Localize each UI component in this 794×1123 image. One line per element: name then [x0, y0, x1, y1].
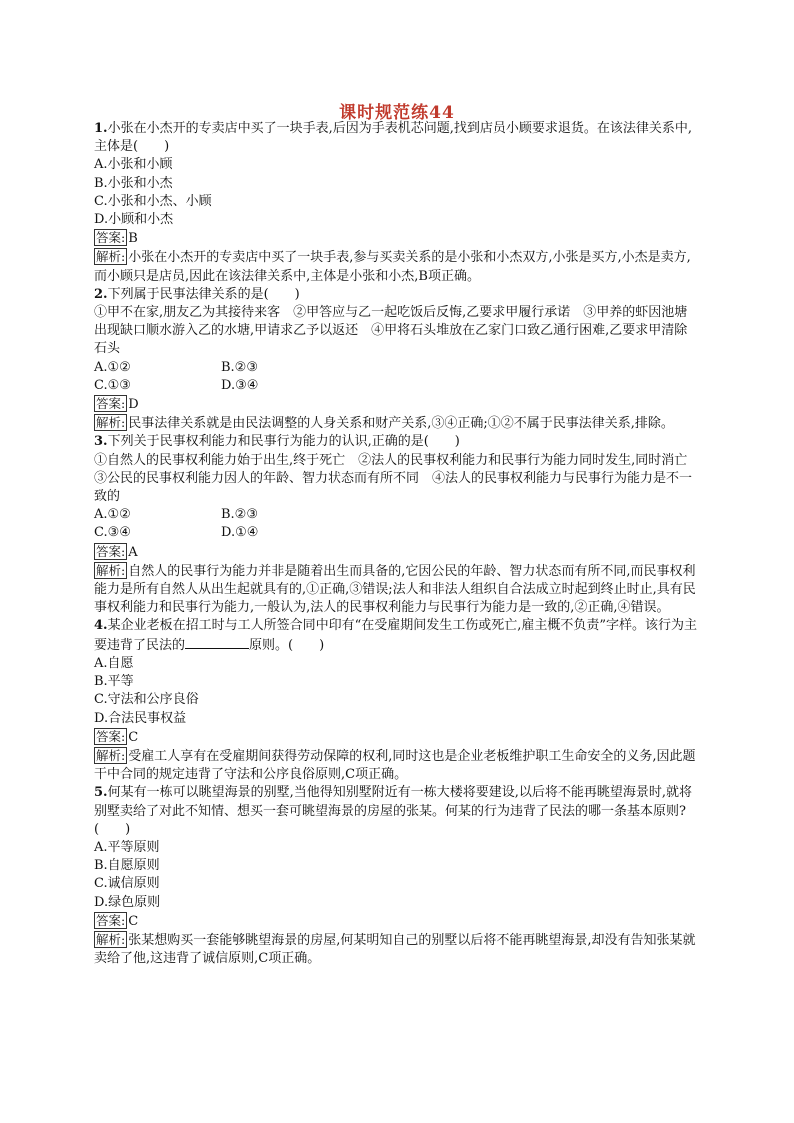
page-title: 课时规范练44	[339, 103, 455, 123]
analysis-text: 自然人的民事行为能力并非是随着出生而具备的,它因公民的年龄、智力状态而有所不同,而民事权利能力是所有自然人从出生起就具有的,①正确,③错误;法人和非法人组织自合法成立时起到终止时止,具有民事权利能力和民事行为能力,一般认为,法人的民事权利能力与民事行为能力是一致的,②正确,④错误。	[94, 563, 696, 616]
option-d: D.①④	[221, 525, 259, 541]
answer-label: 答案:	[96, 728, 126, 744]
question-stem: 2.下列属于民事法律关系的是( )	[94, 286, 300, 302]
option-b: B.平等	[94, 674, 134, 690]
answer-label: 答案:	[96, 396, 126, 412]
question-3	[94, 433, 700, 617]
question-number: 5.	[94, 785, 108, 801]
question-2	[94, 286, 700, 434]
answer-line	[94, 543, 700, 562]
option-d: D.③④	[221, 377, 259, 393]
answer-value: C	[128, 913, 139, 929]
fill-blank	[185, 636, 249, 649]
analysis-text: 民事法律关系就是由民法调整的人身关系和财产关系,③④正确;①②不属于民事法律关系,排除。	[128, 416, 674, 432]
option-a: A.自愿	[94, 655, 134, 671]
option-row	[94, 377, 700, 395]
option-b: B.②③	[221, 359, 258, 375]
question-stem: 3.下列关于民事权利能力和民事行为能力的认识,正确的是( )	[94, 434, 460, 450]
question-4	[94, 617, 700, 784]
answer-label: 答案:	[96, 230, 126, 246]
option-c: C.小张和小杰、小顾	[94, 193, 212, 209]
option-row	[94, 359, 700, 377]
question-number: 1.	[94, 121, 108, 136]
analysis-text: 受雇工人享有在受雇期间获得劳动保障的权利,同时这也是企业老板维护职工生命安全的义务,因此题干中合同的规定违背了守法和公序良俗原则,C项正确。	[94, 748, 696, 783]
answer-line	[94, 395, 700, 414]
answer-value: B	[128, 231, 138, 247]
option-a: A.①②	[94, 359, 131, 375]
answer-value: A	[128, 544, 138, 560]
option-b: B.自愿原则	[94, 858, 160, 874]
analysis-label: 解析:	[96, 747, 126, 763]
option-b: B.小张和小杰	[94, 175, 173, 191]
question-list	[94, 120, 700, 968]
answer-value: C	[128, 729, 139, 745]
question-stem: 1.小张在小杰开的专卖店中买了一块手表,后因为手表机芯问题,找到店员小顾要求退货。在该法律关系中,主体是( )	[94, 121, 692, 155]
option-a: A.平等原则	[94, 839, 160, 855]
answer-label: 答案:	[96, 912, 126, 928]
question-stem: 4.某企业老板在招工时与工人所签合同中印有“在受雇期间发生工伤或死亡,雇主概不负责”字样。该行为主要违背了民法的 原则。( )	[94, 618, 698, 653]
question-items: ①甲不在家,朋友乙为其接待来客 ②甲答应与乙一起吃饭后反悔,乙要求甲履行承诺 ③甲养的虾因池塘出现缺口顺水游入乙的水塘,甲请求乙予以返还 ④甲将石头堆放在乙家门口致乙通行困难,乙要求甲清除石头	[94, 305, 688, 357]
analysis-label: 解析:	[96, 415, 126, 431]
question-number: 2.	[94, 286, 108, 302]
question-1	[94, 120, 700, 286]
answer-value: D	[128, 397, 139, 413]
answer-label: 答案:	[96, 543, 126, 559]
option-row	[94, 524, 700, 542]
question-5	[94, 784, 700, 968]
option-d: D.绿色原则	[94, 894, 161, 910]
answer-line	[94, 728, 700, 747]
option-c: C.诚信原则	[94, 876, 160, 892]
option-row	[94, 506, 700, 524]
option-a: A.①②	[94, 507, 131, 523]
analysis-line	[94, 414, 700, 433]
analysis-line	[94, 747, 700, 784]
question-stem: 5.何某有一栋可以眺望海景的别墅,当他得知别墅附近有一栋大楼将要建设,以后将不能再眺望海景时,就将别墅卖给了对此不知情、想买一套可眺望海景的房屋的张某。何某的行为违背了民法的哪一条基本原则?( )	[94, 785, 692, 837]
analysis-line	[94, 248, 700, 285]
answer-line	[94, 229, 700, 248]
option-d: D.合法民事权益	[94, 710, 187, 726]
analysis-label: 解析:	[96, 562, 126, 578]
analysis-line	[94, 562, 700, 618]
option-b: B.②③	[221, 507, 258, 523]
analysis-line	[94, 931, 700, 968]
option-c: C.守法和公序良俗	[94, 692, 199, 708]
question-number: 4.	[94, 618, 108, 634]
analysis-label: 解析:	[96, 931, 126, 947]
option-c: C.③④	[94, 525, 131, 541]
analysis-text: 张某想购买一套能够眺望海景的房屋,何某明知自己的别墅以后将不能再眺望海景,却没有告知张某就卖给了他,这违背了诚信原则,C项正确。	[94, 932, 696, 967]
option-c: C.①③	[94, 377, 131, 393]
analysis-label: 解析:	[96, 249, 126, 265]
option-d: D.小顾和小杰	[94, 212, 174, 228]
analysis-text: 小张在小杰开的专卖店中买了一块手表,参与买卖关系的是小张和小杰双方,小张是买方,小杰是卖方,而小顾只是店员,因此在该法律关系中,主体是小张和小杰,B项正确。	[94, 250, 691, 284]
option-a: A.小张和小顾	[94, 157, 173, 173]
answer-line	[94, 912, 700, 931]
question-number: 3.	[94, 434, 108, 450]
question-items: ①自然人的民事权利能力始于出生,终于死亡 ②法人的民事权利能力和民事行为能力同时发生,同时消亡 ③公民的民事权利能力因人的年龄、智力状态而有所不同 ④法人的民事权利能力与民事行为能力是不一致的	[94, 452, 701, 505]
